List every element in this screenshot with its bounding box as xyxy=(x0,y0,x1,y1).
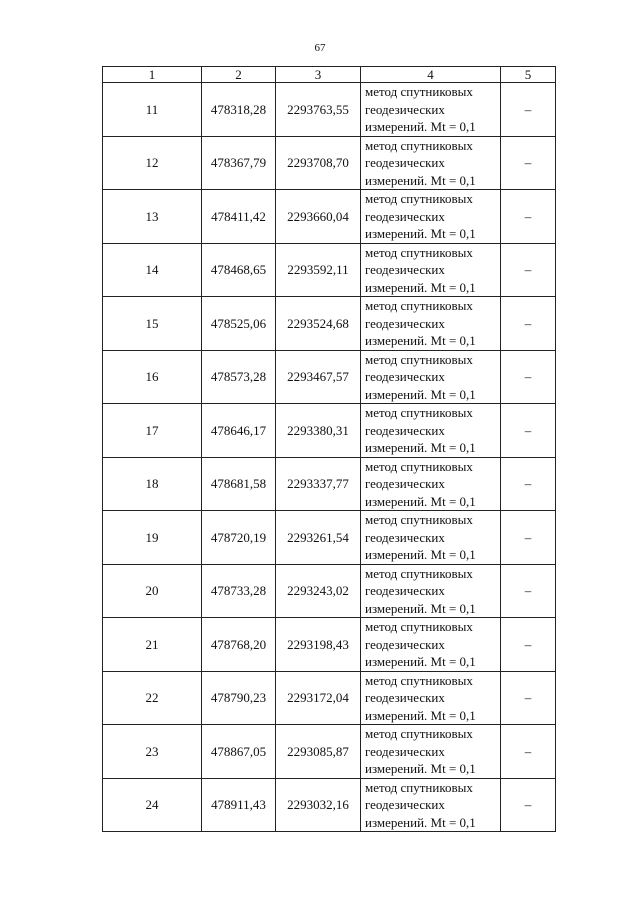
method-cell xyxy=(361,136,501,190)
page-number: 67 xyxy=(314,42,326,54)
method-line: геодезических xyxy=(365,369,445,384)
method-line: метод спутниковых xyxy=(365,779,473,795)
note-cell: – xyxy=(501,671,556,725)
method-cell xyxy=(361,778,501,832)
table-row xyxy=(103,778,556,832)
method-line: измерений. Mt = 0,1 xyxy=(365,386,476,402)
note-cell: – xyxy=(501,190,556,244)
table-row xyxy=(103,457,556,511)
note-cell: – xyxy=(501,297,556,351)
table-header-row xyxy=(103,67,556,83)
point-number-cell: 15 xyxy=(103,297,202,351)
y-coordinate-cell: 2293763,55 xyxy=(276,83,361,137)
method-cell xyxy=(361,618,501,672)
header-cell-1: 1 xyxy=(103,67,202,83)
point-number-cell: 13 xyxy=(103,190,202,244)
x-coordinate-cell: 478646,17 xyxy=(202,404,276,458)
point-number-cell: 22 xyxy=(103,671,202,725)
y-coordinate-cell: 2293380,31 xyxy=(276,404,361,458)
y-coordinate-cell: 2293524,68 xyxy=(276,297,361,351)
header-cell-2: 2 xyxy=(202,67,276,83)
table-row xyxy=(103,350,556,404)
y-coordinate-cell: 2293172,04 xyxy=(276,671,361,725)
table-row xyxy=(103,243,556,297)
point-number-cell: 20 xyxy=(103,564,202,618)
point-number-cell: 14 xyxy=(103,243,202,297)
method-line: геодезических xyxy=(365,636,445,652)
method-line: метод спутниковых xyxy=(365,351,473,367)
note-cell: – xyxy=(501,778,556,832)
method-line: измерений. Mt = 0,1 xyxy=(365,600,476,616)
method-line: геодезических xyxy=(365,315,445,331)
table-row xyxy=(103,83,556,137)
note-cell: – xyxy=(501,136,556,190)
method-line: геодезических xyxy=(365,797,445,812)
y-coordinate-cell: 2293032,16 xyxy=(276,778,361,832)
method-line: геодезических xyxy=(365,529,445,545)
method-cell xyxy=(361,725,501,779)
y-coordinate-cell: 2293592,11 xyxy=(276,243,361,297)
x-coordinate-cell: 478768,20 xyxy=(202,618,276,672)
note-cell: – xyxy=(501,404,556,458)
method-cell xyxy=(361,297,501,351)
x-coordinate-cell: 478468,65 xyxy=(202,243,276,297)
note-cell: – xyxy=(501,618,556,672)
method-line: измерений. Mt = 0,1 xyxy=(365,440,476,455)
method-line: метод спутниковых xyxy=(365,619,473,634)
header-cell-4: 4 xyxy=(361,67,501,83)
method-cell xyxy=(361,404,501,458)
method-line: геодезических xyxy=(365,476,445,491)
method-line: геодезических xyxy=(365,208,445,224)
method-cell xyxy=(361,457,501,511)
y-coordinate-cell: 2293337,77 xyxy=(276,457,361,511)
method-line: измерений. Mt = 0,1 xyxy=(365,226,476,241)
method-line: метод спутниковых xyxy=(365,137,473,153)
method-line: метод спутниковых xyxy=(365,458,473,474)
y-coordinate-cell: 2293198,43 xyxy=(276,618,361,672)
header-cell-3: 3 xyxy=(276,67,361,83)
method-line: геодезических xyxy=(365,743,445,759)
method-cell xyxy=(361,671,501,725)
table-row xyxy=(103,297,556,351)
method-cell xyxy=(361,564,501,618)
point-number-cell: 12 xyxy=(103,136,202,190)
method-line: метод спутниковых xyxy=(365,298,473,313)
y-coordinate-cell: 2293660,04 xyxy=(276,190,361,244)
method-line: измерений. Mt = 0,1 xyxy=(365,654,476,669)
x-coordinate-cell: 478681,58 xyxy=(202,457,276,511)
y-coordinate-cell: 2293708,70 xyxy=(276,136,361,190)
point-number-cell: 17 xyxy=(103,404,202,458)
note-cell: – xyxy=(501,350,556,404)
method-line: измерений. Mt = 0,1 xyxy=(365,279,476,295)
method-line: измерений. Mt = 0,1 xyxy=(365,707,476,723)
note-cell: – xyxy=(501,725,556,779)
x-coordinate-cell: 478790,23 xyxy=(202,671,276,725)
point-number-cell: 19 xyxy=(103,511,202,565)
method-cell xyxy=(361,243,501,297)
method-cell xyxy=(361,190,501,244)
y-coordinate-cell: 2293261,54 xyxy=(276,511,361,565)
header-cell-5: 5 xyxy=(501,67,556,83)
coordinates-table xyxy=(102,66,556,832)
method-line: метод спутниковых xyxy=(365,244,473,260)
method-line: метод спутниковых xyxy=(365,405,473,420)
method-line: измерений. Mt = 0,1 xyxy=(365,493,476,509)
method-line: метод спутниковых xyxy=(365,191,473,206)
note-cell: – xyxy=(501,83,556,137)
method-line: геодезических xyxy=(365,101,445,117)
method-line: метод спутниковых xyxy=(365,512,473,527)
table-row xyxy=(103,671,556,725)
method-line: геодезических xyxy=(365,422,445,438)
point-number-cell: 18 xyxy=(103,457,202,511)
table-row xyxy=(103,725,556,779)
x-coordinate-cell: 478318,28 xyxy=(202,83,276,137)
method-line: геодезических xyxy=(365,583,445,598)
point-number-cell: 21 xyxy=(103,618,202,672)
point-number-cell: 11 xyxy=(103,83,202,137)
table-row xyxy=(103,190,556,244)
method-line: измерений. Mt = 0,1 xyxy=(365,119,476,134)
method-line: геодезических xyxy=(365,155,445,170)
method-line: измерений. Mt = 0,1 xyxy=(365,172,476,188)
method-cell xyxy=(361,511,501,565)
method-line: метод спутниковых xyxy=(365,726,473,741)
x-coordinate-cell: 478867,05 xyxy=(202,725,276,779)
x-coordinate-cell: 478367,79 xyxy=(202,136,276,190)
point-number-cell: 23 xyxy=(103,725,202,779)
method-line: измерений. Mt = 0,1 xyxy=(365,814,476,830)
x-coordinate-cell: 478411,42 xyxy=(202,190,276,244)
table-body xyxy=(103,67,556,832)
method-cell xyxy=(361,83,501,137)
y-coordinate-cell: 2293085,87 xyxy=(276,725,361,779)
table-row xyxy=(103,511,556,565)
method-cell xyxy=(361,350,501,404)
x-coordinate-cell: 478720,19 xyxy=(202,511,276,565)
method-line: метод спутниковых xyxy=(365,84,473,99)
note-cell: – xyxy=(501,243,556,297)
method-line: измерений. Mt = 0,1 xyxy=(365,333,476,348)
x-coordinate-cell: 478573,28 xyxy=(202,350,276,404)
method-line: измерений. Mt = 0,1 xyxy=(365,547,476,562)
y-coordinate-cell: 2293243,02 xyxy=(276,564,361,618)
x-coordinate-cell: 478525,06 xyxy=(202,297,276,351)
method-line: геодезических xyxy=(365,262,445,277)
note-cell: – xyxy=(501,511,556,565)
method-line: метод спутниковых xyxy=(365,672,473,688)
table-row xyxy=(103,136,556,190)
method-line: геодезических xyxy=(365,690,445,705)
table-row xyxy=(103,564,556,618)
method-line: метод спутниковых xyxy=(365,565,473,581)
table-row xyxy=(103,404,556,458)
note-cell: – xyxy=(501,564,556,618)
table-row xyxy=(103,618,556,672)
x-coordinate-cell: 478733,28 xyxy=(202,564,276,618)
note-cell: – xyxy=(501,457,556,511)
y-coordinate-cell: 2293467,57 xyxy=(276,350,361,404)
point-number-cell: 24 xyxy=(103,778,202,832)
point-number-cell: 16 xyxy=(103,350,202,404)
x-coordinate-cell: 478911,43 xyxy=(202,778,276,832)
method-line: измерений. Mt = 0,1 xyxy=(365,761,476,776)
